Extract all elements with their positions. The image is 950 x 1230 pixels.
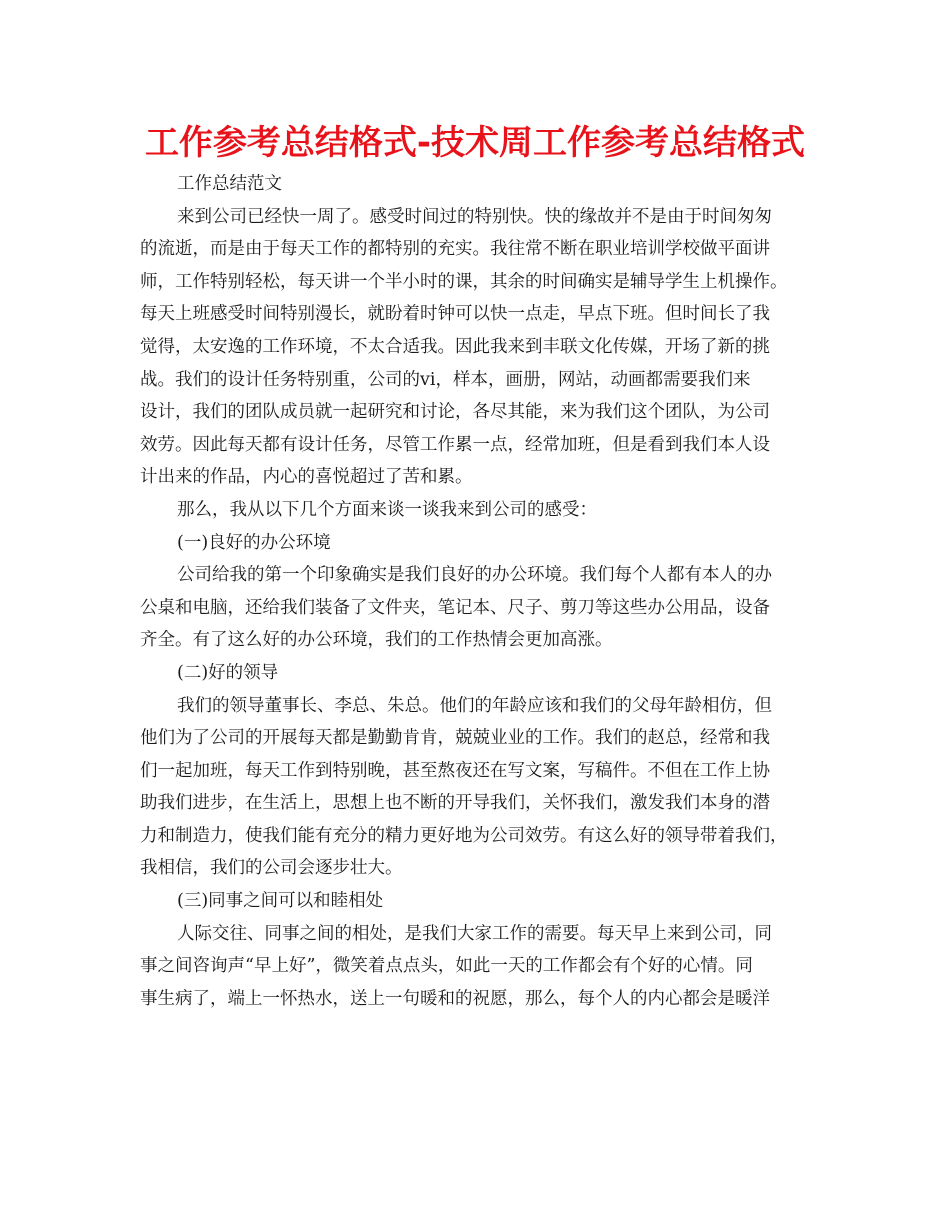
- body-line: 公桌和电脑，还给我们装备了文件夹，笔记本、尺子、剪刀等这些办公用品，设备: [140, 597, 770, 618]
- body-line: 来到公司已经快一周了。感受时间过的特别快。快的缘故并不是由于时间匆匆: [177, 206, 772, 227]
- body-line: 人际交往、同事之间的相处，是我们大家工作的需要。每天早上来到公司，同: [177, 923, 772, 944]
- body-line: 师，工作特别轻松，每天讲一个半小时的课，其余的时间确实是辅导学生上机操作。: [140, 271, 788, 292]
- body-line: 每天上班感受时间特别漫长，就盼着时钟可以快一点走，早点下班。但时间长了我: [140, 304, 770, 325]
- body-line: 他们为了公司的开展每天都是勤勤肯肯，兢兢业业的工作。我们的赵总，经常和我: [140, 728, 770, 749]
- body-line: 觉得，太安逸的工作环境，不太合适我。因此我来到丰联文化传媒，开场了新的挑: [140, 336, 770, 357]
- document-body: [140, 168, 820, 1015]
- body-line: 效劳。因此每天都有设计任务，尽管工作累一点，经常加班，但是看到我们本人设: [140, 434, 770, 455]
- body-line: 助我们进步，在生活上，思想上也不断的开导我们，关怀我们，激发我们本身的潜: [140, 793, 770, 814]
- body-line: 战。我们的设计任务特别重，公司的vi，样本，画册，网站，动画都需要我们来: [140, 369, 751, 390]
- body-line: 们一起加班，每天工作到特别晚，甚至熬夜还在写文案，写稿件。不但在工作上协: [140, 760, 770, 781]
- body-line: 力和制造力，使我们能有充分的精力更好地为公司效劳。有这么好的领导带着我们，: [140, 825, 788, 846]
- body-line: 工作总结范文: [177, 174, 282, 194]
- body-line: 我们的领导董事长、李总、朱总。他们的年龄应该和我们的父母年龄相仿，但: [177, 695, 772, 716]
- body-line: 计出来的作品，内心的喜悦超过了苦和累。: [140, 467, 473, 488]
- body-line: 我相信，我们的公司会逐步壮大。: [140, 858, 403, 879]
- body-line: 齐全。有了这么好的办公环境，我们的工作热情会更加高涨。: [140, 630, 613, 651]
- document-title: 工作参考总结格式-技术周工作参考总结格式: [144, 123, 806, 163]
- body-line: 事生病了，端上一怀热水，送上一句暖和的祝愿，那么，每个人的内心都会是暖洋: [140, 988, 770, 1009]
- section-heading: (三)同事之间可以和睦相处: [177, 891, 384, 912]
- body-line: 事之间咨询声“早上好”，微笑着点点头，如此一天的工作都会有个好的心情。同: [140, 956, 753, 977]
- section-heading: (一)良好的办公环境: [177, 532, 331, 553]
- body-line: 的流逝，而是由于每天工作的都特别的充实。我往常不断在职业培训学校做平面讲: [140, 239, 770, 260]
- section-heading: (二)好的领导: [177, 662, 279, 683]
- body-line: 设计，我们的团队成员就一起研究和讨论，各尽其能，来为我们这个团队，为公司: [140, 402, 770, 423]
- body-line: 公司给我的第一个印象确实是我们良好的办公环境。我们每个人都有本人的办: [177, 565, 772, 586]
- body-line: 那么，我从以下几个方面来谈一谈我来到公司的感受：: [177, 499, 597, 520]
